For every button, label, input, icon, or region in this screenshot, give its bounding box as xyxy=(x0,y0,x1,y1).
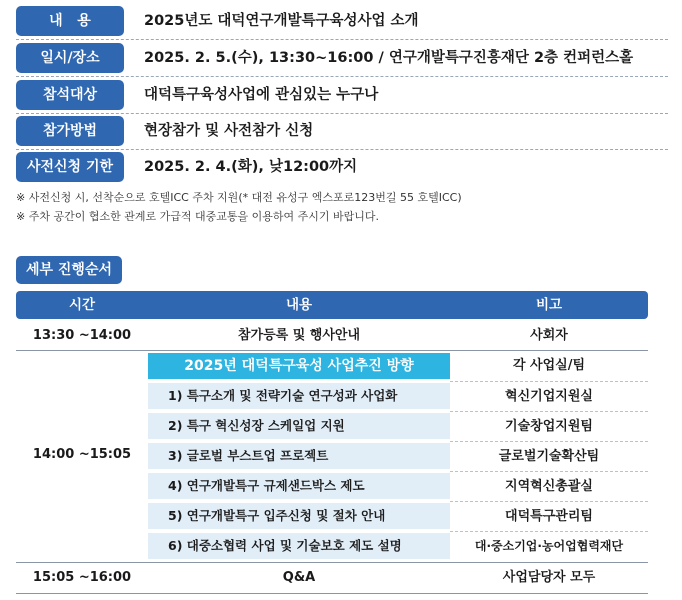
divider xyxy=(16,76,668,77)
info-row-content xyxy=(16,6,668,40)
row-note: 사회자 xyxy=(530,328,568,343)
note-parking: ※ 사전신청 시, 선착순으로 호텔ICC 주차 지원(* 대전 유성구 엑스포로123번길 55 호텔ICC) xyxy=(16,191,462,204)
table-header xyxy=(16,291,648,319)
divider xyxy=(16,113,668,114)
header-content: 내용 xyxy=(285,297,313,313)
row-content: 참가등록 및 행사안내 xyxy=(237,328,361,343)
program-heading: 2025년 대덕특구육성 사업추진 방향 xyxy=(148,353,450,379)
divider xyxy=(16,593,648,594)
list-item: 3) 글로벌 부스트업 프로젝트 xyxy=(168,448,329,463)
divider xyxy=(16,39,668,40)
list-item: 1) 특구소개 및 전략기술 연구성과 사업화 xyxy=(168,388,398,403)
row-note: 혁신기업지원실 xyxy=(505,389,593,404)
info-label: 참석대상 xyxy=(16,80,124,110)
row-time: 14:00 ~15:05 xyxy=(32,447,132,462)
info-value: 2025. 2. 4.(화), 낮12:00까지 xyxy=(144,159,358,175)
info-label: 내 용 xyxy=(16,6,124,36)
info-row-method xyxy=(16,116,668,150)
row-note: 대·중소기업·농어업협력재단 xyxy=(474,539,624,553)
header-time: 시간 xyxy=(68,297,96,313)
row-time: 15:05 ~16:00 xyxy=(32,570,132,585)
info-row-datetime xyxy=(16,43,668,77)
info-label: 참가방법 xyxy=(16,116,124,146)
info-value: 대덕특구육성사업에 관심있는 누구나 xyxy=(144,87,379,103)
row-content: Q&A xyxy=(282,570,316,585)
list-item: 2) 특구 혁신성장 스케일업 지원 xyxy=(168,418,345,433)
info-row-audience xyxy=(16,80,668,114)
row-note: 기술창업지원팀 xyxy=(505,419,593,434)
divider xyxy=(16,149,668,150)
list-item: 4) 연구개발특구 규제샌드박스 제도 xyxy=(168,478,365,493)
header-note: 비고 xyxy=(535,297,563,313)
list-item: 5) 연구개발특구 입주신청 및 절차 안내 xyxy=(168,508,386,523)
row-note: 대덕특구관리팀 xyxy=(505,509,593,524)
list-item: 6) 대중소협력 사업 및 기술보호 제도 설명 xyxy=(168,538,402,553)
row-note: 지역혁신총괄실 xyxy=(505,479,593,494)
section-title: 세부 진행순서 xyxy=(16,256,122,284)
info-value: 2025. 2. 5.(수), 13:30~16:00 / 연구개발특구진흥재단 2층 컨퍼런스홀 xyxy=(144,50,634,66)
info-label: 일시/장소 xyxy=(16,43,124,73)
row-note: 사업담당자 모두 xyxy=(502,570,596,585)
info-row-deadline xyxy=(16,152,668,186)
info-value: 2025년도 대덕연구개발특구육성사업 소개 xyxy=(144,13,419,29)
info-label: 사전신청 기한 xyxy=(16,152,124,182)
row-note: 글로벌기술확산팀 xyxy=(498,449,600,464)
row-time: 13:30 ~14:00 xyxy=(32,328,132,343)
info-value: 현장참가 및 사전참가 신청 xyxy=(144,123,314,139)
note-transport: ※ 주차 공간이 협소한 관계로 가급적 대중교통을 이용하여 주시기 바랍니다. xyxy=(16,210,379,223)
row-note: 각 사업실/팀 xyxy=(512,358,586,373)
